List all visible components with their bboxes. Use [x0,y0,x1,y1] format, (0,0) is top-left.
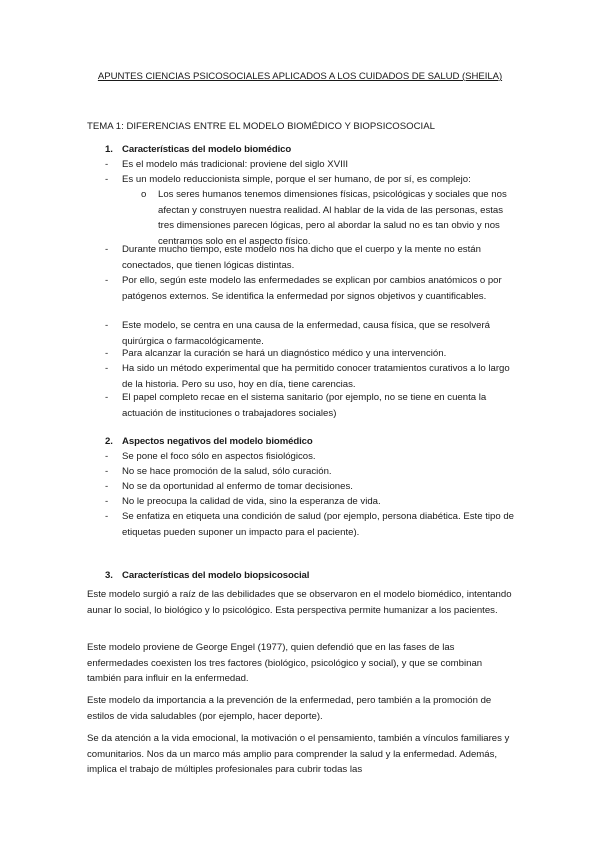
bullet-dash: - [105,275,109,286]
bullet-dash: - [105,159,109,170]
section-3-heading [105,568,309,584]
bullet-dash: - [105,244,109,255]
section-2-title: Aspectos negativos del modelo biomédico [122,436,313,447]
section-2-heading [105,434,313,450]
bullet-dash: - [105,511,109,522]
paragraph: Este modelo proviene de George Engel (1977), quien defendió que en las fases de las enfermedades coexisten los tres factores (biológico, psicológico y social), y que se combinan también para influir en la enfermedad. [87,642,483,685]
section-1-title: Características del modelo biomédico [122,144,292,155]
bullet-dash: - [105,466,109,477]
bullet-dash: - [105,451,109,462]
section-1-heading [105,142,291,158]
section-3-title: Características del modelo biopsicosocial [122,570,310,581]
bullet-circle: o [141,189,147,200]
paragraph: Este modelo surgió a raíz de las debilidades que se observaron en el modelo biomédico, intentando aunar lo social, lo biológico y lo psicológico. Esta perspectiva permite humanizar a los pacientes. [87,589,512,616]
bullet-dash: - [105,174,109,185]
section-1-number: 1. [105,144,113,155]
paragraph: Se da atención a la vida emocional, la motivación o el pensamiento, también a vínculos familiares y comunitarios. Nos da un marco más amplio para comprender la salud y la enfermedad. Además, implica el trabajo de múltiples profesionales para cubrir todas las [87,733,510,776]
bullet-dash: - [105,348,109,359]
document-title: APUNTES CIENCIAS PSICOSOCIALES APLICADOS A LOS CUIDADOS DE SALUD (SHEILA) [97,71,503,82]
document-page: APUNTES CIENCIAS PSICOSOCIALES APLICADOS A LOS CUIDADOS DE SALUD (SHEILA) TEMA 1: DIFERENCIAS ENTRE EL MODELO BIOMÉDICO Y BIOPSICOSOCIAL 1. Características del modelo biomédico - Es el modelo más tradicional: proviene del siglo XVIII - Es un modelo reduccionista simple, porque el ser humano, de por sí, es complejo: o Los seres humanos tenemos dimensiones físicas, psicológicas y sociales que nos afectan y construyen nuestra realidad. Al hablar de la vida de las personas, estas tres dimensiones parecen lógicas, pero al abordar la salud no es tan obvio y nos centramos solo en el aspecto físico. - Durante mucho tiempo, este modelo nos ha dicho que el cuerpo y la mente no están conectados, que tienen lógicas distintas. - Por ello, según este modelo las enfermedades se explican por cambios anatómicos o por patógenos externos. Se identifica la enfermedad por signos objetivos y cuantificables. - Este modelo, se centra en una causa de la enfermedad, causa física, que se resolverá quirúrgica o farmacológicamente. - Para alcanzar la curación se hará un diagnóstico médico y una intervención. - Ha sido un método experimental que ha permitido conocer tratamientos curativos a lo largo de la historia. Pero su uso, hoy en día, tiene carencias. - El papel completo recae en el sistema sanitario (por ejemplo, no se tiene en cuenta la actuación de instituciones o trabajadores sociales) 2. Aspectos negativos del modelo biomédico - Se pone el foco sólo en aspectos fisiológicos. - No se hace promoción de la salud, sólo curación. - No se da oportunidad al enfermo de tomar decisiones. - No le preocupa la calidad de vida, sino la esperanza de vida. - Se enfatiza en etiqueta una condición de salud (por ejemplo, persona diabética. Este tipo de etiquetas pueden suponer un impacto para el paciente). 3. Características del modelo biopsicosocial Este modelo surgió a raíz de las debilidades que se observaron en el modelo biomédico, intentando aunar lo social, lo biológico y lo psicológico. Esta perspectiva permite humanizar a los pacientes. Este modelo proviene de George Engel (1977), quien defendió que en las fases de las enfermedades coexisten los tres factores (biológico, psicológico y social), y que se combinan también para influir en la enfermedad. Este modelo da importancia a la prevención de la enfermedad, pero también a la promoción de estilos de vida saludables (por ejemplo, hacer deporte). Se da atención a la vida emocional, la motivación o el pensamiento, también a vínculos familiares y comunitarios. Nos da un marco más amplio para comprender la salud y la enfermedad. Además, implica el trabajo de múltiples profesionales para cubrir todas las [0,0,600,848]
bullet-dash: - [105,363,109,374]
section-2-number: 2. [105,436,113,447]
bullet-dash: - [105,481,109,492]
section-3-number: 3. [105,570,113,581]
bullet-dash: - [105,320,109,331]
paragraph: Este modelo da importancia a la prevención de la enfermedad, pero también a la promoción de estilos de vida saludables (por ejemplo, hacer deporte). [87,695,492,722]
bullet-dash: - [105,496,109,507]
topic-heading: TEMA 1: DIFERENCIAS ENTRE EL MODELO BIOMÉDICO Y BIOPSICOSOCIAL [87,121,435,132]
bullet-dash: - [105,392,109,403]
